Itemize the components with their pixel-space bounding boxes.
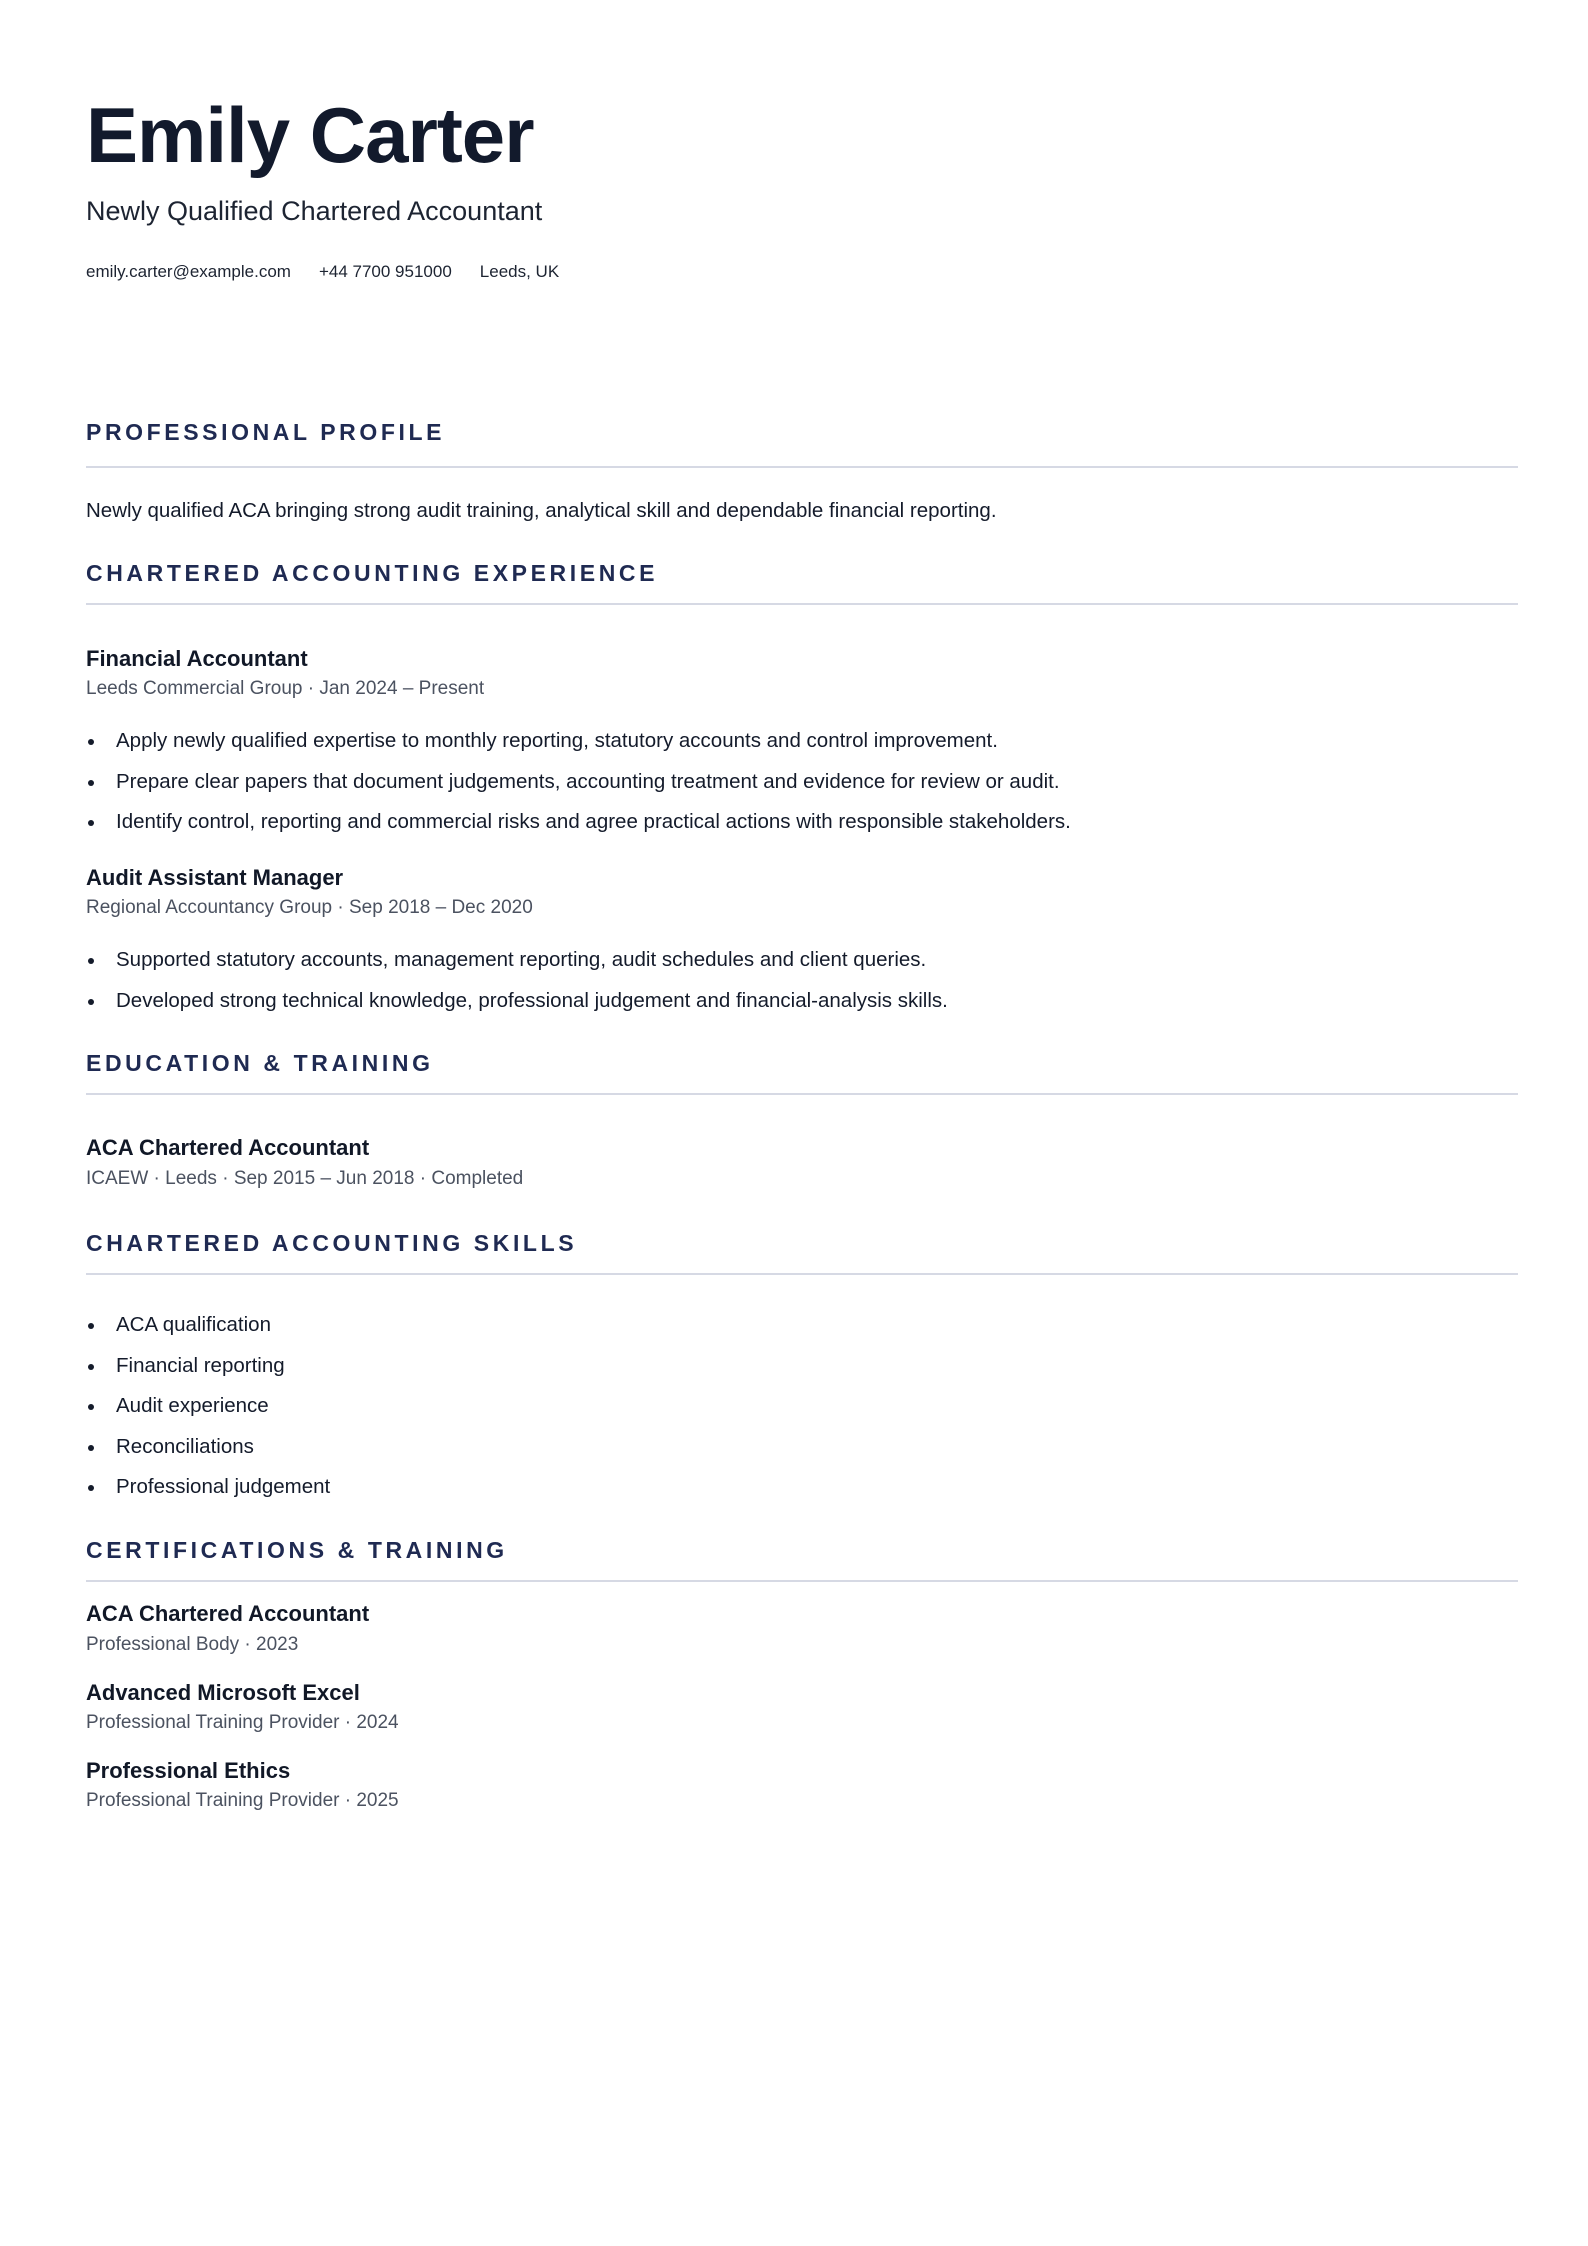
bullet-text: Prepare clear papers that document judgements, accounting treatment and evidence for review or audit. (116, 770, 1060, 793)
contact-line (86, 263, 587, 280)
bullet-icon (88, 958, 94, 964)
bullet-text: Developed strong technical knowledge, professional judgement and financial-analysis skills. (116, 989, 948, 1012)
job-title: Audit Assistant Manager (86, 865, 344, 890)
certification-meta: Professional Body · 2023 (86, 1634, 299, 1655)
contact-location: Leeds, UK (479, 262, 560, 281)
bullet-text: Supported statutory accounts, management reporting, audit schedules and client queries. (116, 948, 927, 971)
section-heading-education: EDUCATION & TRAINING (86, 1050, 434, 1076)
bullet-text: Apply newly qualified expertise to monthly reporting, statutory accounts and control improvement. (116, 729, 998, 752)
section-heading-profile: PROFESSIONAL PROFILE (86, 419, 446, 445)
job-meta: Regional Accountancy Group · Sep 2018 – Dec 2020 (86, 897, 533, 918)
section-divider (86, 466, 1518, 468)
bullet-icon (88, 820, 94, 826)
section-heading-certifications: CERTIFICATIONS & TRAINING (86, 1537, 508, 1563)
section-divider (86, 1580, 1518, 1582)
skill-text: Professional judgement (116, 1475, 331, 1498)
certification-meta: Professional Training Provider · 2025 (86, 1790, 399, 1811)
section-divider (86, 1093, 1518, 1095)
skill-text: Financial reporting (116, 1354, 285, 1377)
bullet-icon (88, 1323, 94, 1329)
certification-title: Advanced Microsoft Excel (86, 1680, 360, 1705)
job-meta: Leeds Commercial Group · Jan 2024 – Present (86, 678, 485, 699)
bullet-icon (88, 1445, 94, 1451)
bullet-text: Identify control, reporting and commercial risks and agree practical actions with responsible stakeholders. (116, 810, 1071, 833)
contact-phone[interactable]: +44 7700 951000 (318, 262, 452, 281)
bullet-icon (88, 1404, 94, 1410)
skill-text: Audit experience (116, 1394, 269, 1417)
education-meta: ICAEW · Leeds · Sep 2015 – Jun 2018 · Completed (86, 1168, 524, 1189)
section-heading-experience: CHARTERED ACCOUNTING EXPERIENCE (86, 560, 659, 586)
candidate-title: Newly Qualified Chartered Accountant (86, 196, 543, 226)
section-divider (86, 603, 1518, 605)
skill-text: ACA qualification (116, 1313, 271, 1336)
bullet-icon (88, 1364, 94, 1370)
section-divider (86, 1273, 1518, 1275)
education-title: ACA Chartered Accountant (86, 1135, 370, 1160)
job-title: Financial Accountant (86, 646, 308, 671)
certification-title: ACA Chartered Accountant (86, 1601, 370, 1626)
profile-summary: Newly qualified ACA bringing strong audit training, analytical skill and dependable financial reporting. (86, 499, 997, 522)
candidate-name: Emily Carter (86, 91, 534, 179)
certification-title: Professional Ethics (86, 1758, 291, 1783)
certification-meta: Professional Training Provider · 2024 (86, 1712, 399, 1733)
bullet-icon (88, 739, 94, 745)
section-heading-skills: CHARTERED ACCOUNTING SKILLS (86, 1230, 578, 1256)
bullet-icon (88, 780, 94, 786)
contact-email[interactable]: emily.carter@example.com (86, 262, 291, 281)
skill-text: Reconciliations (116, 1435, 254, 1458)
bullet-icon (88, 1485, 94, 1491)
bullet-icon (88, 999, 94, 1005)
